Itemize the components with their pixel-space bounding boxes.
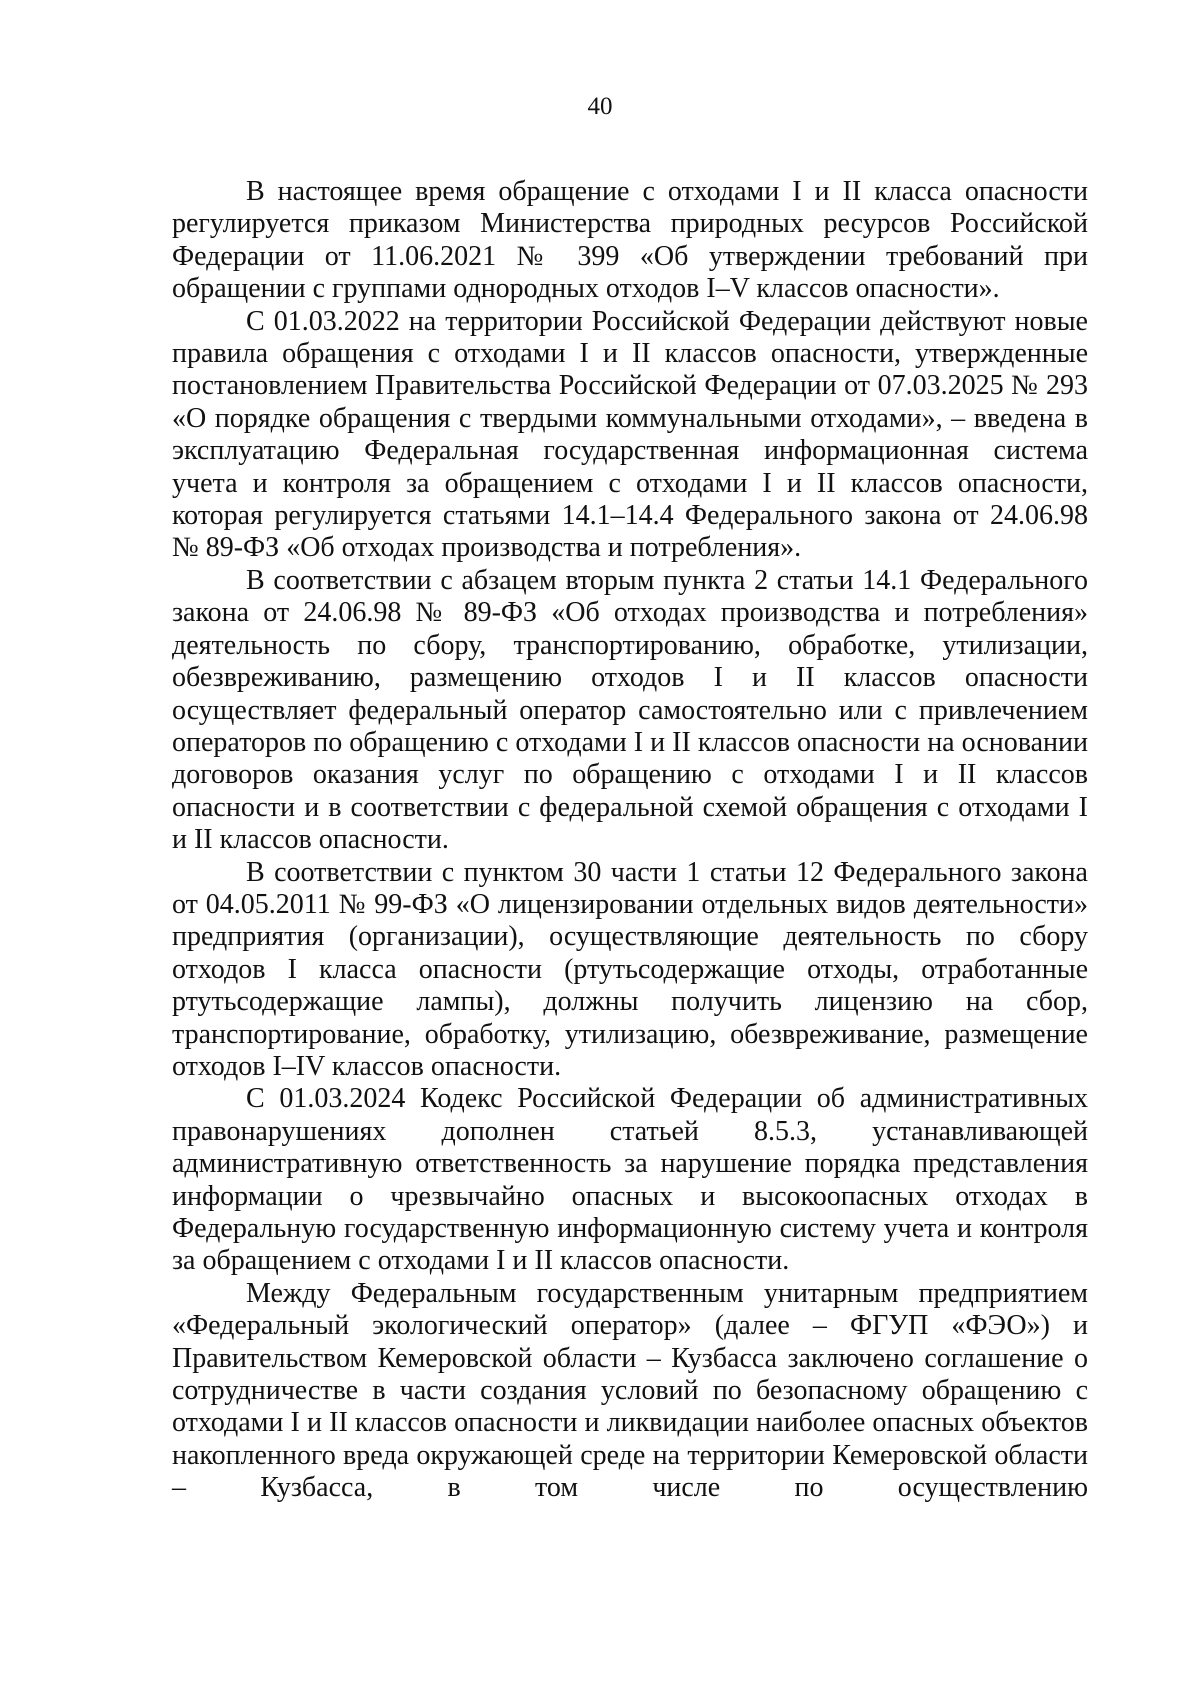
- paragraph: С 01.03.2024 Кодекс Российской Федерации об административных правонарушениях дополнен статьей 8.5.3, устанавливающей административную ответственность за нарушение порядка представления информации о чрезвычайно опасных и высокоопасных отходах в Федеральную государственную информационную систему учета и контроля за обращением с отходами I и II классов опасности.: [172, 1083, 1088, 1277]
- paragraph: В настоящее время обращение с отходами I и II класса опасности регулируется приказом Министерства природных ресурсов Российской Федерации от 11.06.2021 № 399 «Об утверждении требований при обращении с группами однородных отходов I–V классов опасности».: [172, 176, 1088, 305]
- paragraph: Между Федеральным государственным унитарным предприятием «Федеральный экологический оператор» (далее – ФГУП «ФЭО») и Правительством Кемеровской области – Кузбасса заключено соглашение о сотрудничестве в части создания условий по безопасному обращению с отходами I и II классов опасности и ликвидации наиболее опасных объектов накопленного вреда окружающей среде на территории Кемеровской области – Кузбасса, в том числе по осуществлению: [172, 1277, 1088, 1504]
- paragraph: С 01.03.2022 на территории Российской Федерации действуют новые правила обращения с отходами I и II классов опасности, утвержденные постановлением Правительства Российской Федерации от 07.03.2025 № 293 «О порядке обращения с твердыми коммунальными отходами», – введена в эксплуатацию Федеральная государственная информационная система учета и контроля за обращением с отходами I и II классов опасности, которая регулируется статьями 14.1–14.4 Федерального закона от 24.06.98 № 89-ФЗ «Об отходах производства и потребления».: [172, 305, 1088, 564]
- document-body: [172, 176, 1088, 1505]
- page-number: 40: [587, 93, 613, 120]
- paragraph: В соответствии с пунктом 30 части 1 статьи 12 Федерального закона от 04.05.2011 № 99-ФЗ «О лицензировании отдельных видов деятельности» предприятия (организации), осуществляющие деятельность по сбору отходов I класса опасности (ртутьсодержащие отходы, отработанные ртутьсодержащие лампы), должны получить лицензию на сбор, транспортирование, обработку, утилизацию, обезвреживание, размещение отходов I–IV классов опасности.: [172, 856, 1088, 1082]
- paragraph: В соответствии с абзацем вторым пункта 2 статьи 14.1 Федерального закона от 24.06.98 № 89-ФЗ «Об отходах производства и потребления» деятельность по сбору, транспортированию, обработке, утилизации, обезвреживанию, размещению отходов I и II классов опасности осуществляет федеральный оператор самостоятельно или с привлечением операторов по обращению с отходами I и II классов опасности на основании договоров оказания услуг по обращению с отходами I и II классов опасности и в соответствии с федеральной схемой обращения с отходами I и II классов опасности.: [172, 564, 1088, 856]
